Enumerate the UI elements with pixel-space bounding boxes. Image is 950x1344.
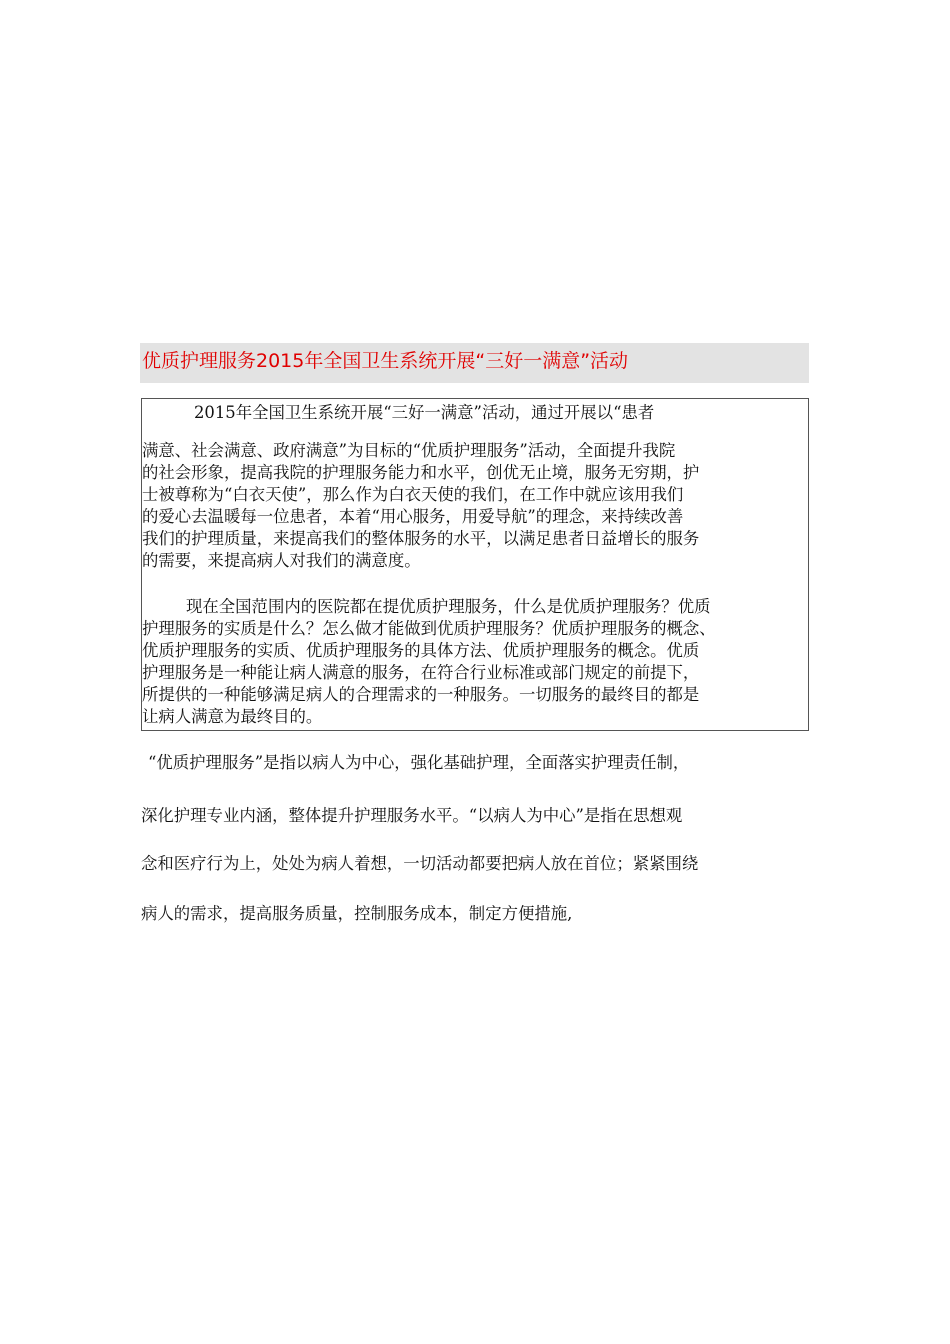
paragraph-1-line: 我们的护理质量，来提高我们的整体服务的水平，以满足患者日益增长的服务 <box>142 529 700 548</box>
paragraph-2-line: 现在全国范围内的医院都在提优质护理服务，什么是优质护理服务？优质 <box>186 597 711 616</box>
paragraph-3-line: 深化护理专业内涵，整体提升护理服务水平。“以病人为中心”是指在思想观 <box>141 806 683 825</box>
bordered-text-box <box>141 398 809 731</box>
paragraph-2-line: 所提供的一种能够满足病人的合理需求的一种服务。一切服务的最终目的都是 <box>142 685 700 704</box>
paragraph-1-line: 满意、社会满意、政府满意”为目标的“优质护理服务”活动，全面提升我院 <box>142 441 676 460</box>
document-title: 优质护理服务2015年全国卫生系统开展“三好一满意”活动 <box>142 350 629 372</box>
paragraph-2-line: 护理服务的实质是什么？怎么做才能做到优质护理服务？优质护理服务的概念、 <box>142 619 716 638</box>
paragraph-2-line: 让病人满意为最终目的。 <box>142 707 323 726</box>
paragraph-2-line: 护理服务是一种能让病人满意的服务，在符合行业标准或部门规定的前提下， <box>142 663 700 682</box>
title-banner <box>140 343 809 383</box>
paragraph-1-line: 的需要，来提高病人对我们的满意度。 <box>142 551 421 570</box>
paragraph-2-line: 优质护理服务的实质、优质护理服务的具体方法、优质护理服务的概念。优质 <box>142 641 700 660</box>
paragraph-1-line: 的爱心去温暖每一位患者，本着“用心服务，用爱导航”的理念，来持续改善 <box>142 507 684 526</box>
paragraph-1-first-line: 2015年全国卫生系统开展“三好一满意”活动，通过开展以“患者 <box>194 403 655 422</box>
paragraph-3-line: 念和医疗行为上，处处为病人着想，一切活动都要把病人放在首位；紧紧围绕 <box>141 854 699 873</box>
paragraph-1-line: 士被尊称为“白衣天使”，那么作为白衣天使的我们，在工作中就应该用我们 <box>142 485 684 504</box>
paragraph-3-line: “优质护理服务”是指以病人为中心，强化基础护理，全面落实护理责任制， <box>148 753 690 772</box>
paragraph-1-line: 的社会形象，提高我院的护理服务能力和水平，创优无止境，服务无穷期，护 <box>142 463 700 482</box>
paragraph-3-line: 病人的需求，提高服务质量，控制服务成本，制定方便措施, <box>141 904 573 923</box>
